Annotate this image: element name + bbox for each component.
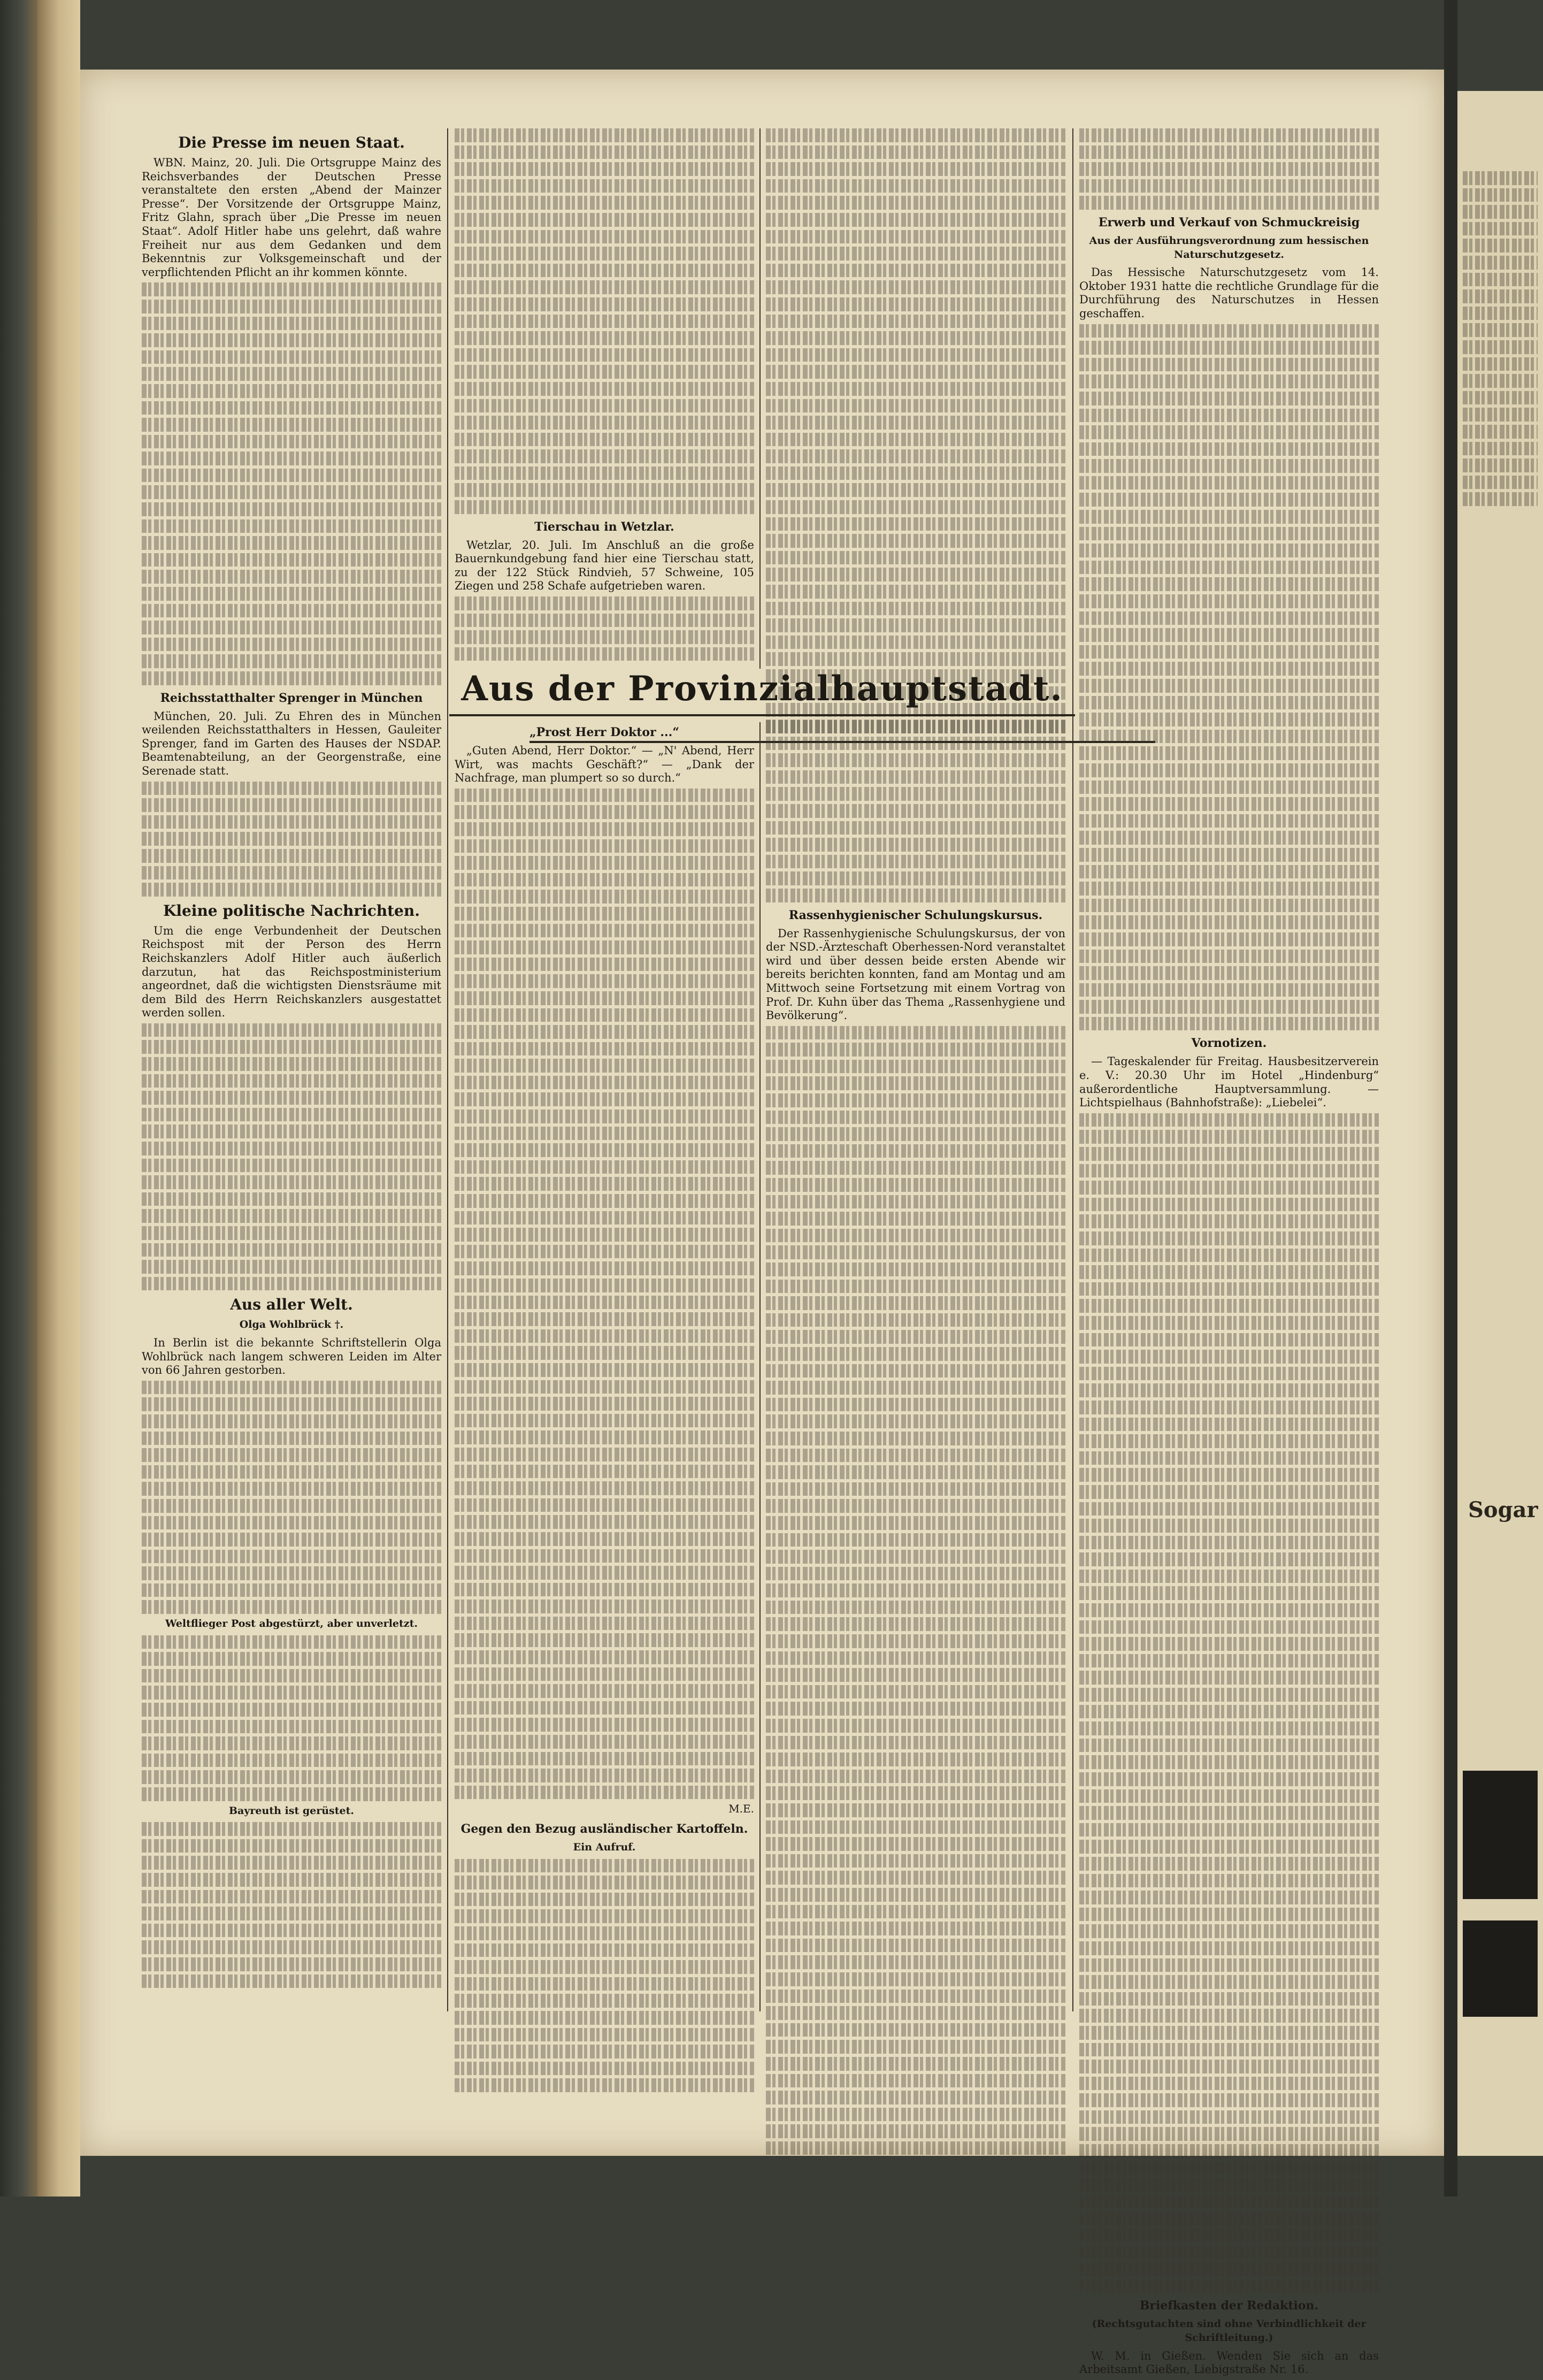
article-doktor-text: „Guten Abend, Herr Doktor.“ — „N' Abend, Herr Wirt, was machts Geschäft?“ — „Dank der Nachfrage, man plumpert so so durch.“ [455, 744, 754, 785]
headline-bezug: Gegen den Bezug ausländischer Kartoffeln. [460, 1822, 748, 1836]
subhead-olga: Olga Wohlbrück †. [239, 1319, 344, 1331]
page-gutter [1444, 0, 1457, 2197]
headline-doktor: „Prost Herr Doktor ...“ [529, 725, 679, 739]
headline-kleine: Kleine politische Nachrichten. [163, 901, 420, 920]
headline-welt: Aus aller Welt. [230, 1296, 353, 1314]
column-3-top [766, 128, 1065, 737]
subhead-post: Weltflieger Post abgestürzt, aber unverletzt. [165, 1618, 418, 1630]
column-rule-2b [759, 722, 761, 2011]
headline-sprenger: Reichsstatthalter Sprenger in München [160, 691, 423, 705]
headline-schmuck: Erwerb und Verkauf von Schmuckreisig [1098, 215, 1360, 229]
adjacent-page-snippet: Sogar [1468, 1497, 1538, 1522]
headline-notizen: Vornotizen. [1191, 1036, 1267, 1051]
article-tierschau-text: Wetzlar, 20. Juli. Im Anschluß an die große Bauernkundgebung fand hier eine Tierschau statt, zu der 122 Stück Rindvieh, 57 Schweine, 105 Ziegen und 258 Schafe aufgetrieben waren. [455, 538, 754, 593]
adjacent-page-edge [1457, 91, 1543, 2156]
headline-tierschau: Tierschau in Wetzlar. [534, 519, 674, 534]
headline-rassen: Rassenhygienischer Schulungskursus. [788, 908, 1043, 922]
article-signature: M.E. [728, 1802, 754, 1816]
column-2-top [455, 128, 754, 664]
article-rassen-text: Der Rassenhygienische Schulungskursus, der von der NSD.-Ärzteschaft Oberhessen-Nord veranstaltet wird und über dessen beide ersten Abende wir bereits berichten konnten, fand am Montag und am Mittwoch seine Fortsetzung mit einem Vortrag von Prof. Dr. Kuhn über das Thema „Rassenhygiene und Bevölkerung“. [766, 927, 1065, 1022]
column-1 [142, 128, 441, 1991]
banner-rule-bottom [449, 714, 1075, 716]
headline-presse: Die Presse im neuen Staat. [178, 134, 405, 151]
column-rule-2 [759, 128, 761, 669]
page-edge-left [37, 0, 80, 2197]
subhead-schmuck: Aus der Ausführungsverordnung zum hessischen Naturschutzgesetz. [1089, 234, 1369, 261]
subhead-bayreuth: Bayreuth ist gerüstet. [229, 1804, 354, 1817]
book-binding [0, 0, 37, 2197]
adjacent-page-ad [1463, 1771, 1538, 1899]
adjacent-page-ad-2 [1463, 1920, 1538, 2017]
article-briefkasten-text: W. M. in Gießen. Wenden Sie sich an das Arbeitsamt Gießen, Liebigstraße Nr. 16. [1079, 2349, 1379, 2376]
article-olga-text: In Berlin ist die bekannte Schriftstellerin Olga Wohlbrück nach langem schweren Leiden im Alter von 66 Jahren gestorben. [142, 1336, 441, 1377]
article-notizen-text: — Tageskalender für Freitag. Hausbesitzerverein e. V.: 20.30 Uhr im Hotel „Hindenburg“ außerordentliche Hauptversammlung. — Lichtspielhaus (Bahnhofstraße): „Liebelei“. [1079, 1055, 1379, 1109]
newspaper-page [80, 70, 1444, 2376]
article-presse-text: WBN. Mainz, 20. Juli. Die Ortsgruppe Mainz des Reichsverbandes der Deutschen Presse veranstaltete den ersten „Abend der Mainzer Presse“. Der Vorsitzende der Ortsgruppe Mainz, Fritz Glahn, sprach über „Die Presse im neuen Staat“. Adolf Hitler habe uns gelehrt, daß wahre Freiheit nur aus dem Gedanken und dem Bekenntnis zur Volksgemeinschaft und der verpflichtenden Pflicht an ihr kommen könnte. [142, 156, 441, 279]
column-rule-1 [447, 128, 448, 2011]
article-kleine-text: Um die enge Verbundenheit der Deutschen Reichspost mit der Person des Herrn Reichskanzlers Adolf Hitler auch äußerlich darzutun, hat das Reichspostministerium angeordnet, daß die wichtigsten Dienstsräume mit dem Bild des Herrn Reichskanzlers ausgestattet werden sollen. [142, 924, 441, 1020]
column-rule-3 [1072, 128, 1073, 2011]
subhead-briefkasten: (Rechtsgutachten sind ohne Verbindlichkeit der Schriftleitung.) [1092, 2318, 1367, 2344]
column-4 [1079, 128, 1379, 2380]
column-2-lower [455, 720, 754, 2095]
headline-briefkasten: Briefkasten der Redaktion. [1139, 2299, 1319, 2313]
section-banner: Aus der Provinzialhauptstadt. [461, 669, 1063, 709]
article-sprenger-text: München, 20. Juli. Zu Ehren des in München weilenden Reichsstatthalters in Hessen, Gauleiter Sprenger, fand im Garten des Hauses der NSDAP. Beamtenabteilung, an der Georgenstraße, eine Serenade statt. [142, 709, 441, 777]
article-schmuck-text: Das Hessische Naturschutzgesetz vom 14. Oktober 1931 hatte die rechtliche Grundlage für die Durchführung des Naturschutzes in Hessen geschaffen. [1079, 266, 1379, 320]
subhead-aufruf: Ein Aufruf. [573, 1841, 636, 1853]
column-3-lower [766, 720, 1065, 2158]
